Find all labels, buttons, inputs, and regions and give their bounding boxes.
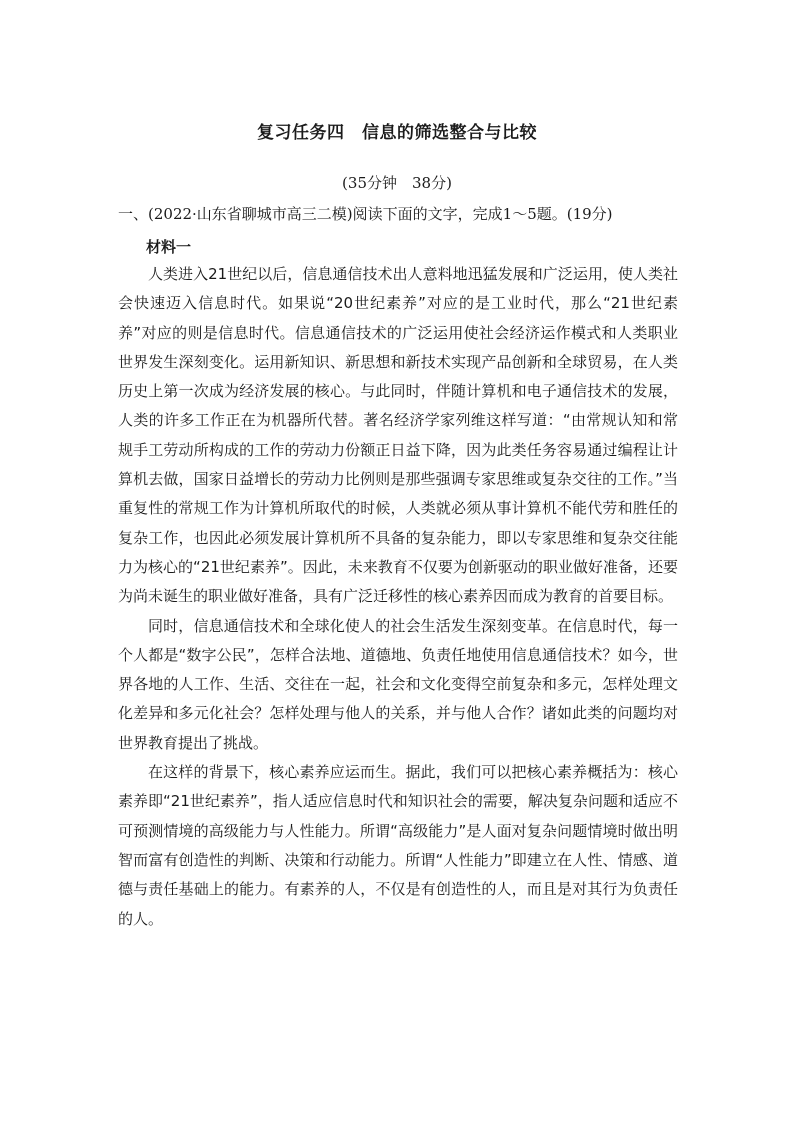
paragraph-1: 人类进入21世纪以后，信息通信技术出人意料地迅猛发展和广泛运用，使人类社会快速迈入信息时代。如果说“20世纪素养”对应的是工业时代，那么“21世纪素养”对应的则是信息时代。信息通信技术的广泛运用使社会经济运作模式和人类职业世界发生深刻变化。运用新知识、新思想和新技术实现产品创新和全球贸易，在人类历史上第一次成为经济发展的核心。与此同时，伴随计算机和电子通信技术的发展，人类的许多工作正在为机器所代替。著名经济学家列维这样写道：“由常规认知和常规手工劳动所构成的工作的劳动力份额正日益下降，因为此类任务容易通过编程让计算机去做，国家日益增长的劳动力比例则是那些强调专家思维或复杂交往的工作。”当重复性的常规工作为计算机所取代的时候，人类就必须从事计算机不能代劳和胜任的复杂工作，也因此必须发展计算机所不具备的复杂能力，即以专家思维和复杂交往能力为核心的“21世纪素养”。因此，未来教育不仅要为创新驱动的职业做好准备，还要为尚未诞生的职业做好准备，具有广泛迁移性的核心素养因而成为教育的首要目标。 bbox=[118, 265, 678, 606]
material-body bbox=[118, 260, 678, 934]
paragraph-2: 同时，信息通信技术和全球化使人的社会生活发生深刻变革。在信息时代，每一个人都是“数字公民”，怎样合法地、道德地、负责任地使用信息通信技术？如今，世界各地的人工作、生活、交往在一起，社会和文化变得空前复杂和多元，怎样处理文化差异和多元化社会？怎样处理与他人的关系，并与他人合作？诸如此类的问题均对世界教育提出了挑战。 bbox=[118, 616, 678, 752]
question-prompt: 一、(2022·山东省聊城市高三二模)阅读下面的文字，完成1～5题。(19分) bbox=[118, 205, 613, 223]
material-label: 材料一 bbox=[146, 238, 192, 256]
paragraph-3: 在这样的背景下，核心素养应运而生。据此，我们可以把核心素养概括为：核心素养即“21世纪素养”，指人适应信息时代和知识社会的需要，解决复杂问题和适应不可预测情境的高级能力与人性能力。所谓“高级能力”是人面对复杂问题情境时做出明智而富有创造性的判断、决策和行动能力。所谓“人性能力”即建立在人性、情感、道德与责任基础上的能力。有素养的人，不仅是有创造性的人，而且是对其行为负责任的人。 bbox=[118, 763, 678, 928]
time-score-info: (35分钟 38分) bbox=[342, 174, 452, 192]
page-title: 复习任务四 信息的筛选整合与比较 bbox=[257, 123, 537, 143]
